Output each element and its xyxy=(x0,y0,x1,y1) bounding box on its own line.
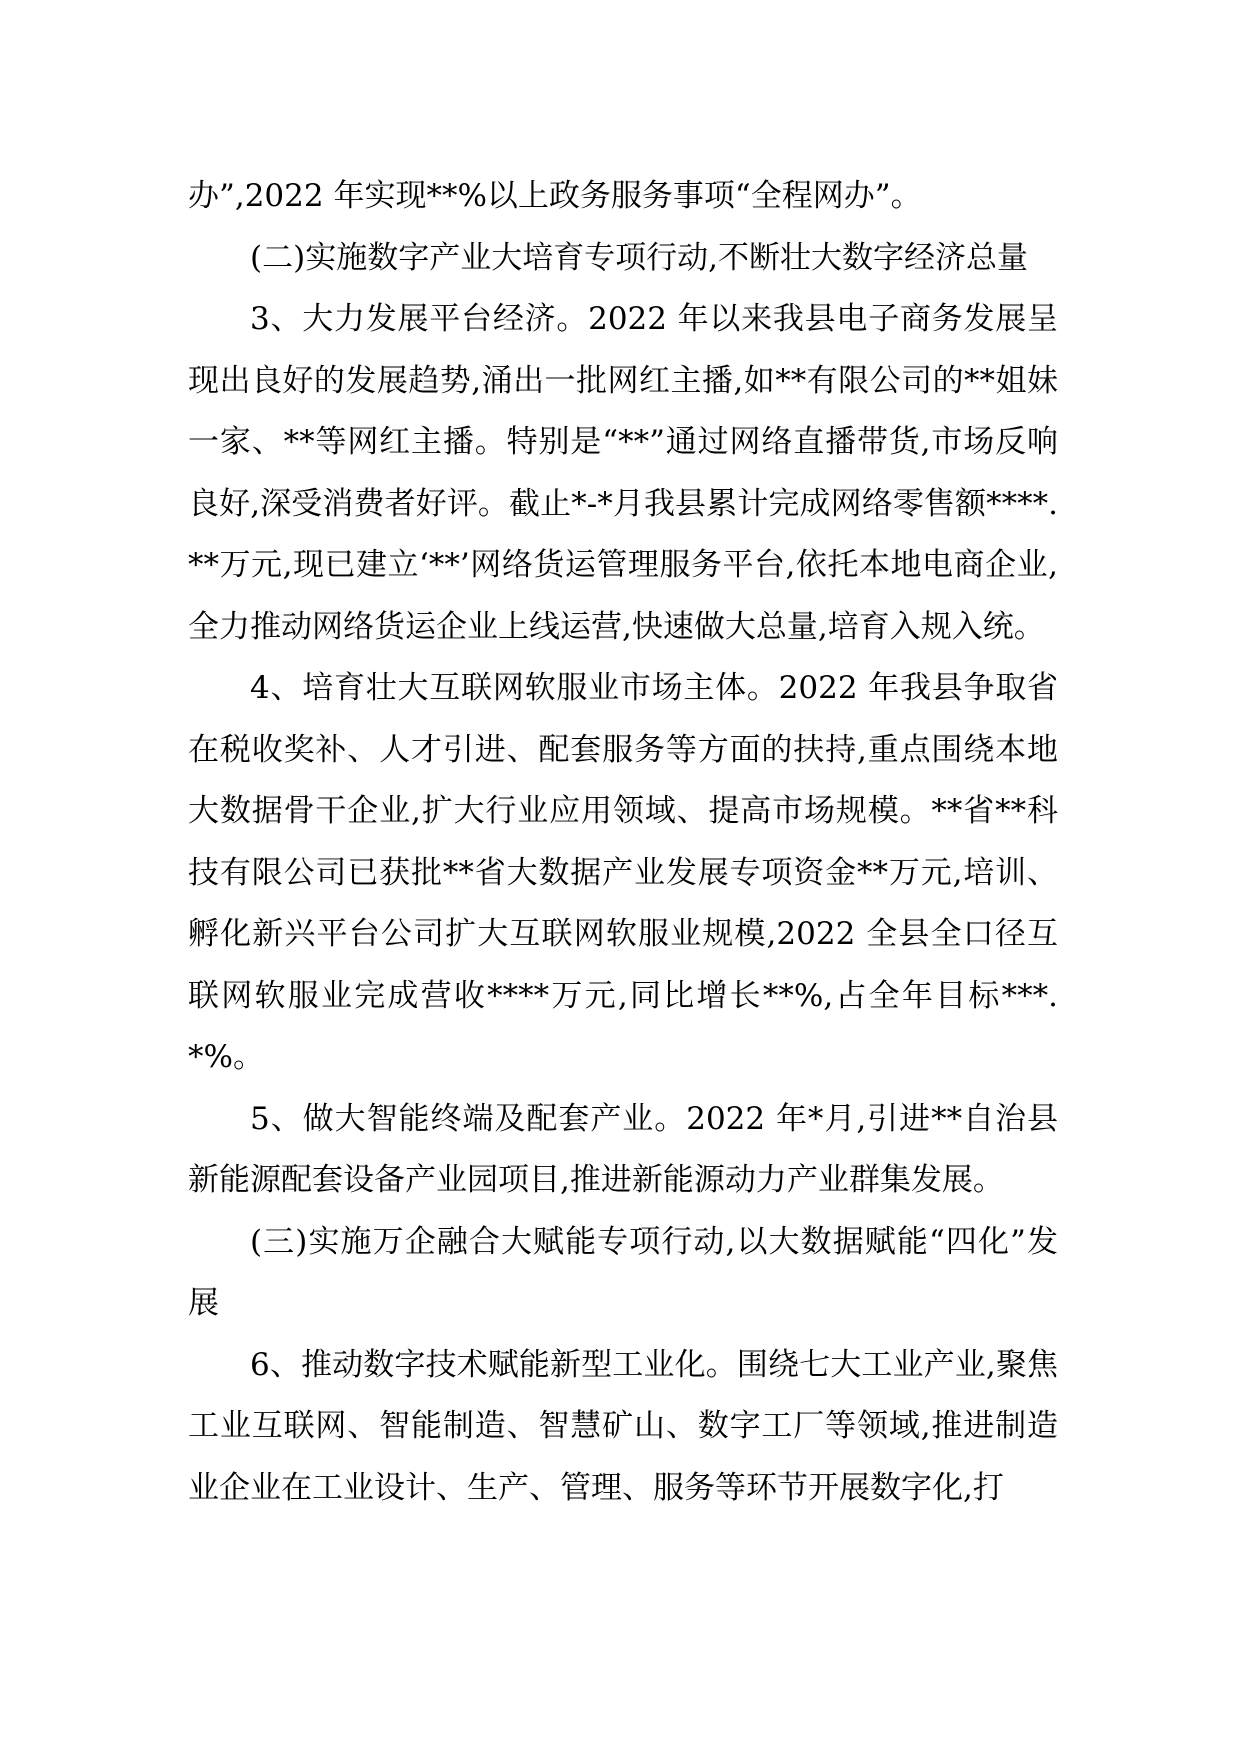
paragraph-item-3: 3、大力发展平台经济。2022 年以来我县电子商务发展呈现出良好的发展趋势,涌出一批网红主播,如**有限公司的**姐妹一家、**等网红主播。特别是“**”通过网络直播带货,市场反响良好,深受消费者好评。截止*-*月我县累计完成网络零售额****.**万元,现已建立‘**’网络货运管理服务平台,依托本地电商企业,全力推动网络货运企业上线运营,快速做大总量,培育入规入统。 xyxy=(188,301,1058,645)
paragraph-item-5: 5、做大智能终端及配套产业。2022 年*月,引进**自治县新能源配套设备产业园项目,推进新能源动力产业群集发展。 xyxy=(188,1100,1058,1198)
paragraph-continuation: 办”,2022 年实现**%以上政务服务事项“全程网办”。 xyxy=(188,178,922,214)
paragraph-item-6: 6、推动数字技术赋能新型工业化。围绕七大工业产业,聚焦工业互联网、智能制造、智慧矿山、数字工厂等领域,推进制造业企业在工业设计、生产、管理、服务等环节开展数字化,打 xyxy=(188,1346,1058,1506)
section-heading-2: (二)实施数字产业大培育专项行动,不断壮大数字经济总量 xyxy=(250,239,1029,276)
section-heading-3: (三)实施万企融合大赋能专项行动,以大数据赋能“四化”发展 xyxy=(188,1223,1058,1321)
document-page xyxy=(188,166,1058,1519)
paragraph-item-4: 4、培育壮大互联网软服业市场主体。2022 年我县争取省在税收奖补、人才引进、配套服务等方面的扶持,重点围绕本地大数据骨干企业,扩大行业应用领域、提高市场规模。**省**科技有限公司已获批**省大数据产业发展专项资金**万元,培训、孵化新兴平台公司扩大互联网软服业规模,2022 全县全口径互联网软服业完成营收****万元,同比增长**%,占全年目标***.*%。 xyxy=(188,670,1058,1075)
